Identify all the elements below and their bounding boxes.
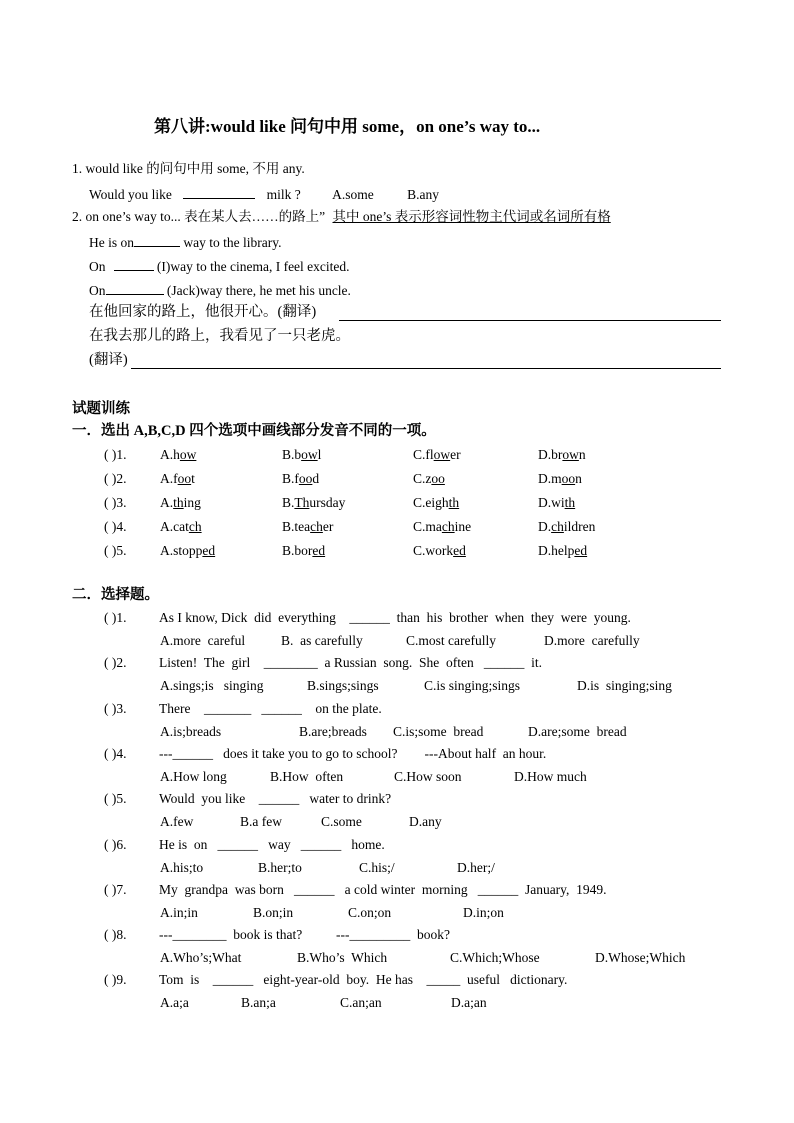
answer-blank[interactable] <box>114 256 154 271</box>
example-pre: Would you like <box>89 187 172 202</box>
option-c: C.some <box>321 814 362 830</box>
option-text: C.work <box>413 543 454 558</box>
example-mid: milk ? <box>266 187 301 202</box>
question-stem: Tom is ______ eight-year-old boy. He has _____ useful dictionary. <box>159 972 568 988</box>
answer-blank[interactable] <box>106 280 164 295</box>
option-text: l <box>317 447 322 462</box>
option-b: B.sings;sings <box>307 678 379 694</box>
question-stem: ---______ does it take you to go to school? ---About half an hour. <box>159 745 547 761</box>
option-a: A.more careful <box>160 633 246 648</box>
option-a <box>160 446 196 464</box>
question-number: ( )4. <box>104 519 127 534</box>
underlined-letters: ed <box>574 543 588 558</box>
answer-blank[interactable] <box>183 184 255 199</box>
option-b: B.How often <box>270 768 344 784</box>
option-b: B.on;in <box>253 904 294 920</box>
example-option-a: A.some <box>332 187 374 202</box>
option-d: D.in;on <box>463 904 504 920</box>
question-number: ( )2. <box>104 471 127 486</box>
example-3-pre: On <box>89 283 106 298</box>
option-text: B.bor <box>282 543 313 558</box>
translation-1-text: 在他回家的路上，他很开心。(翻译) <box>89 304 317 320</box>
option-b <box>282 446 321 464</box>
underlined-letters: th <box>564 495 576 510</box>
note-1: 1. would like 的问句中用 some, 不用 any. <box>72 161 305 176</box>
option-text: A.cat <box>160 519 189 534</box>
option-text: C.z <box>413 471 432 486</box>
option-b <box>282 470 319 488</box>
question-number: ( )4. <box>104 745 127 761</box>
underlined-letters: ed <box>312 543 326 558</box>
note-1-example <box>89 184 439 204</box>
section-2-heading: 二．选择题。 <box>72 587 159 603</box>
option-d: D.her;/ <box>457 859 495 875</box>
option-b: B.Who’s Which <box>297 950 388 966</box>
option-d <box>538 446 586 464</box>
option-c <box>413 518 471 536</box>
option-b: B.a few <box>240 814 282 830</box>
question-number: ( )9. <box>104 972 127 988</box>
option-text: ing <box>183 495 201 510</box>
example-2-pre: On <box>89 259 106 274</box>
underlined-letters: ch <box>441 519 455 534</box>
option-text: C.ma <box>413 519 442 534</box>
option-text: er <box>322 519 334 534</box>
option-a: A.a;a <box>160 995 189 1011</box>
question-number: ( )8. <box>104 927 127 943</box>
underlined-letters: Th <box>294 495 310 510</box>
option-d: D.are;some bread <box>528 723 627 739</box>
question-stem: My grandpa was born ______ a cold winter morning ______ January, 1949. <box>159 881 607 897</box>
example-3 <box>89 280 351 300</box>
option-text: B. <box>282 495 295 510</box>
underlined-letters: ch <box>551 519 564 534</box>
option-text: D.br <box>538 447 563 462</box>
option-text: D.m <box>538 471 562 486</box>
translation-1 <box>89 303 316 321</box>
note-2-underlined: 其中 one’s 表示形容词性物主代词或名词所有格 <box>332 209 611 224</box>
option-b <box>282 542 325 560</box>
option-text: D. <box>538 519 552 534</box>
underlined-letters: ch <box>310 519 323 534</box>
option-d <box>538 494 575 512</box>
option-c: C.most carefully <box>406 633 496 648</box>
option-text: t <box>191 471 195 486</box>
option-d: D.more carefully <box>544 633 640 648</box>
option-text: A.stopp <box>160 543 203 558</box>
underlined-letters: ch <box>188 519 202 534</box>
option-a: A.Who’s;What <box>160 950 242 966</box>
practice-heading: 试题训练 <box>72 401 130 417</box>
option-text: B.tea <box>282 519 311 534</box>
translation-2-label: (翻译) <box>89 352 128 368</box>
option-a: A.in;in <box>160 904 198 920</box>
question-number: ( )6. <box>104 836 127 852</box>
question-stem: ---________ book is that? ---_________ book? <box>159 927 450 943</box>
example-option-b: B.any <box>407 187 440 202</box>
option-c <box>413 470 445 488</box>
option-b: B.her;to <box>258 859 302 875</box>
option-text: C.eigh <box>413 495 449 510</box>
underlined-letters: ed <box>453 543 466 558</box>
underlined-letters: th <box>448 495 460 510</box>
option-a: A.How long <box>160 768 227 784</box>
answer-blank[interactable] <box>134 232 180 247</box>
example-3-post: (Jack)way there, he met his uncle. <box>163 283 351 298</box>
underlined-letters: ed <box>202 543 216 558</box>
option-text: A.f <box>160 471 178 486</box>
option-a: A.sings;is singing <box>160 678 264 694</box>
option-a <box>160 494 201 512</box>
example-1-pre: He is on <box>89 235 134 250</box>
option-a <box>160 470 195 488</box>
underlined-letters: th <box>173 495 184 510</box>
option-d: D.any <box>409 814 442 830</box>
option-c: C.How soon <box>394 768 462 784</box>
option-text: n <box>575 471 582 486</box>
option-c: C.is singing;sings <box>424 678 521 694</box>
underlined-letters: oo <box>177 471 192 486</box>
question-stem: As I know, Dick did everything ______ than his brother when they were young. <box>159 610 631 625</box>
option-b <box>282 494 345 512</box>
option-a <box>160 542 215 560</box>
translation-1-line[interactable] <box>339 306 721 321</box>
underlined-letters: ow <box>562 447 579 462</box>
question-stem: Listen! The girl ________ a Russian song. She often ______ it. <box>159 655 542 671</box>
option-text: B.f <box>282 471 299 486</box>
question-number: ( )3. <box>104 495 127 510</box>
question-stem: Would you like ______ water to drink? <box>159 791 392 807</box>
question-number: ( )7. <box>104 881 127 897</box>
option-text: d <box>312 471 320 486</box>
option-b: B. as carefully <box>281 633 363 648</box>
option-c <box>413 494 459 512</box>
example-1 <box>89 232 281 252</box>
option-c: C.on;on <box>348 904 392 920</box>
question-stem: There _______ ______ on the plate. <box>159 700 382 716</box>
option-d <box>538 470 582 488</box>
question-number: ( )3. <box>104 700 127 716</box>
option-text: ursday <box>309 495 346 510</box>
option-c: C.his;/ <box>359 859 395 875</box>
question-number: ( )5. <box>104 543 127 558</box>
question-number: ( )1. <box>104 447 127 462</box>
option-text: C.fl <box>413 447 434 462</box>
option-text: ine <box>454 519 472 534</box>
option-text: n <box>578 447 586 462</box>
option-d: D.How much <box>514 768 587 784</box>
option-d: D.is singing;sing <box>577 678 672 694</box>
question-number: ( )2. <box>104 655 127 671</box>
underlined-letters: oo <box>431 471 445 486</box>
underlined-letters: oo <box>298 471 313 486</box>
option-text: ildren <box>563 519 596 534</box>
section-1-heading: 一．选出 A,B,C,D 四个选项中画线部分发音不同的一项。 <box>72 423 436 439</box>
example-2 <box>89 256 350 276</box>
option-b: B.are;breads <box>299 723 367 739</box>
option-a: A.his;to <box>160 859 204 875</box>
underlined-letters: ow <box>179 447 197 462</box>
option-d <box>538 542 587 560</box>
option-c: C.Which;Whose <box>450 950 540 966</box>
underlined-letters: ow <box>301 447 318 462</box>
option-d: D.a;an <box>451 995 487 1011</box>
page-title: 第八讲:would like 问句中用 some，on one’s way to... <box>154 117 541 136</box>
underlined-letters: oo <box>561 471 576 486</box>
example-2-post: (I)way to the cinema, I feel excited. <box>153 259 350 274</box>
option-c <box>413 542 466 560</box>
option-a: A.few <box>160 814 194 830</box>
option-text: D.wi <box>538 495 565 510</box>
option-text: A.h <box>160 447 180 462</box>
option-text: D.help <box>538 543 575 558</box>
option-b <box>282 518 333 536</box>
translation-2: 在我去那儿的路上，我看见了一只老虎。 <box>89 328 350 344</box>
option-c: C.is;some bread <box>393 723 484 739</box>
question-number: ( )1. <box>104 610 127 625</box>
underlined-letters: ow <box>433 447 451 462</box>
option-a: A.is;breads <box>160 723 222 739</box>
example-1-post: way to the library. <box>180 235 282 250</box>
note-2 <box>72 208 611 226</box>
option-text: er <box>450 447 461 462</box>
option-c: C.an;an <box>340 995 382 1011</box>
option-b: B.an;a <box>241 995 276 1011</box>
translation-2-line[interactable] <box>131 354 721 369</box>
question-stem: He is on ______ way ______ home. <box>159 836 385 852</box>
option-text: B.b <box>282 447 302 462</box>
option-text: A. <box>160 495 174 510</box>
question-number: ( )5. <box>104 791 127 807</box>
option-d <box>538 518 595 536</box>
option-a <box>160 518 202 536</box>
option-c <box>413 446 461 464</box>
note-2-text: 2. on one’s way to... 表在某人去……的路上” <box>72 209 326 224</box>
option-d: D.Whose;Which <box>595 950 686 966</box>
